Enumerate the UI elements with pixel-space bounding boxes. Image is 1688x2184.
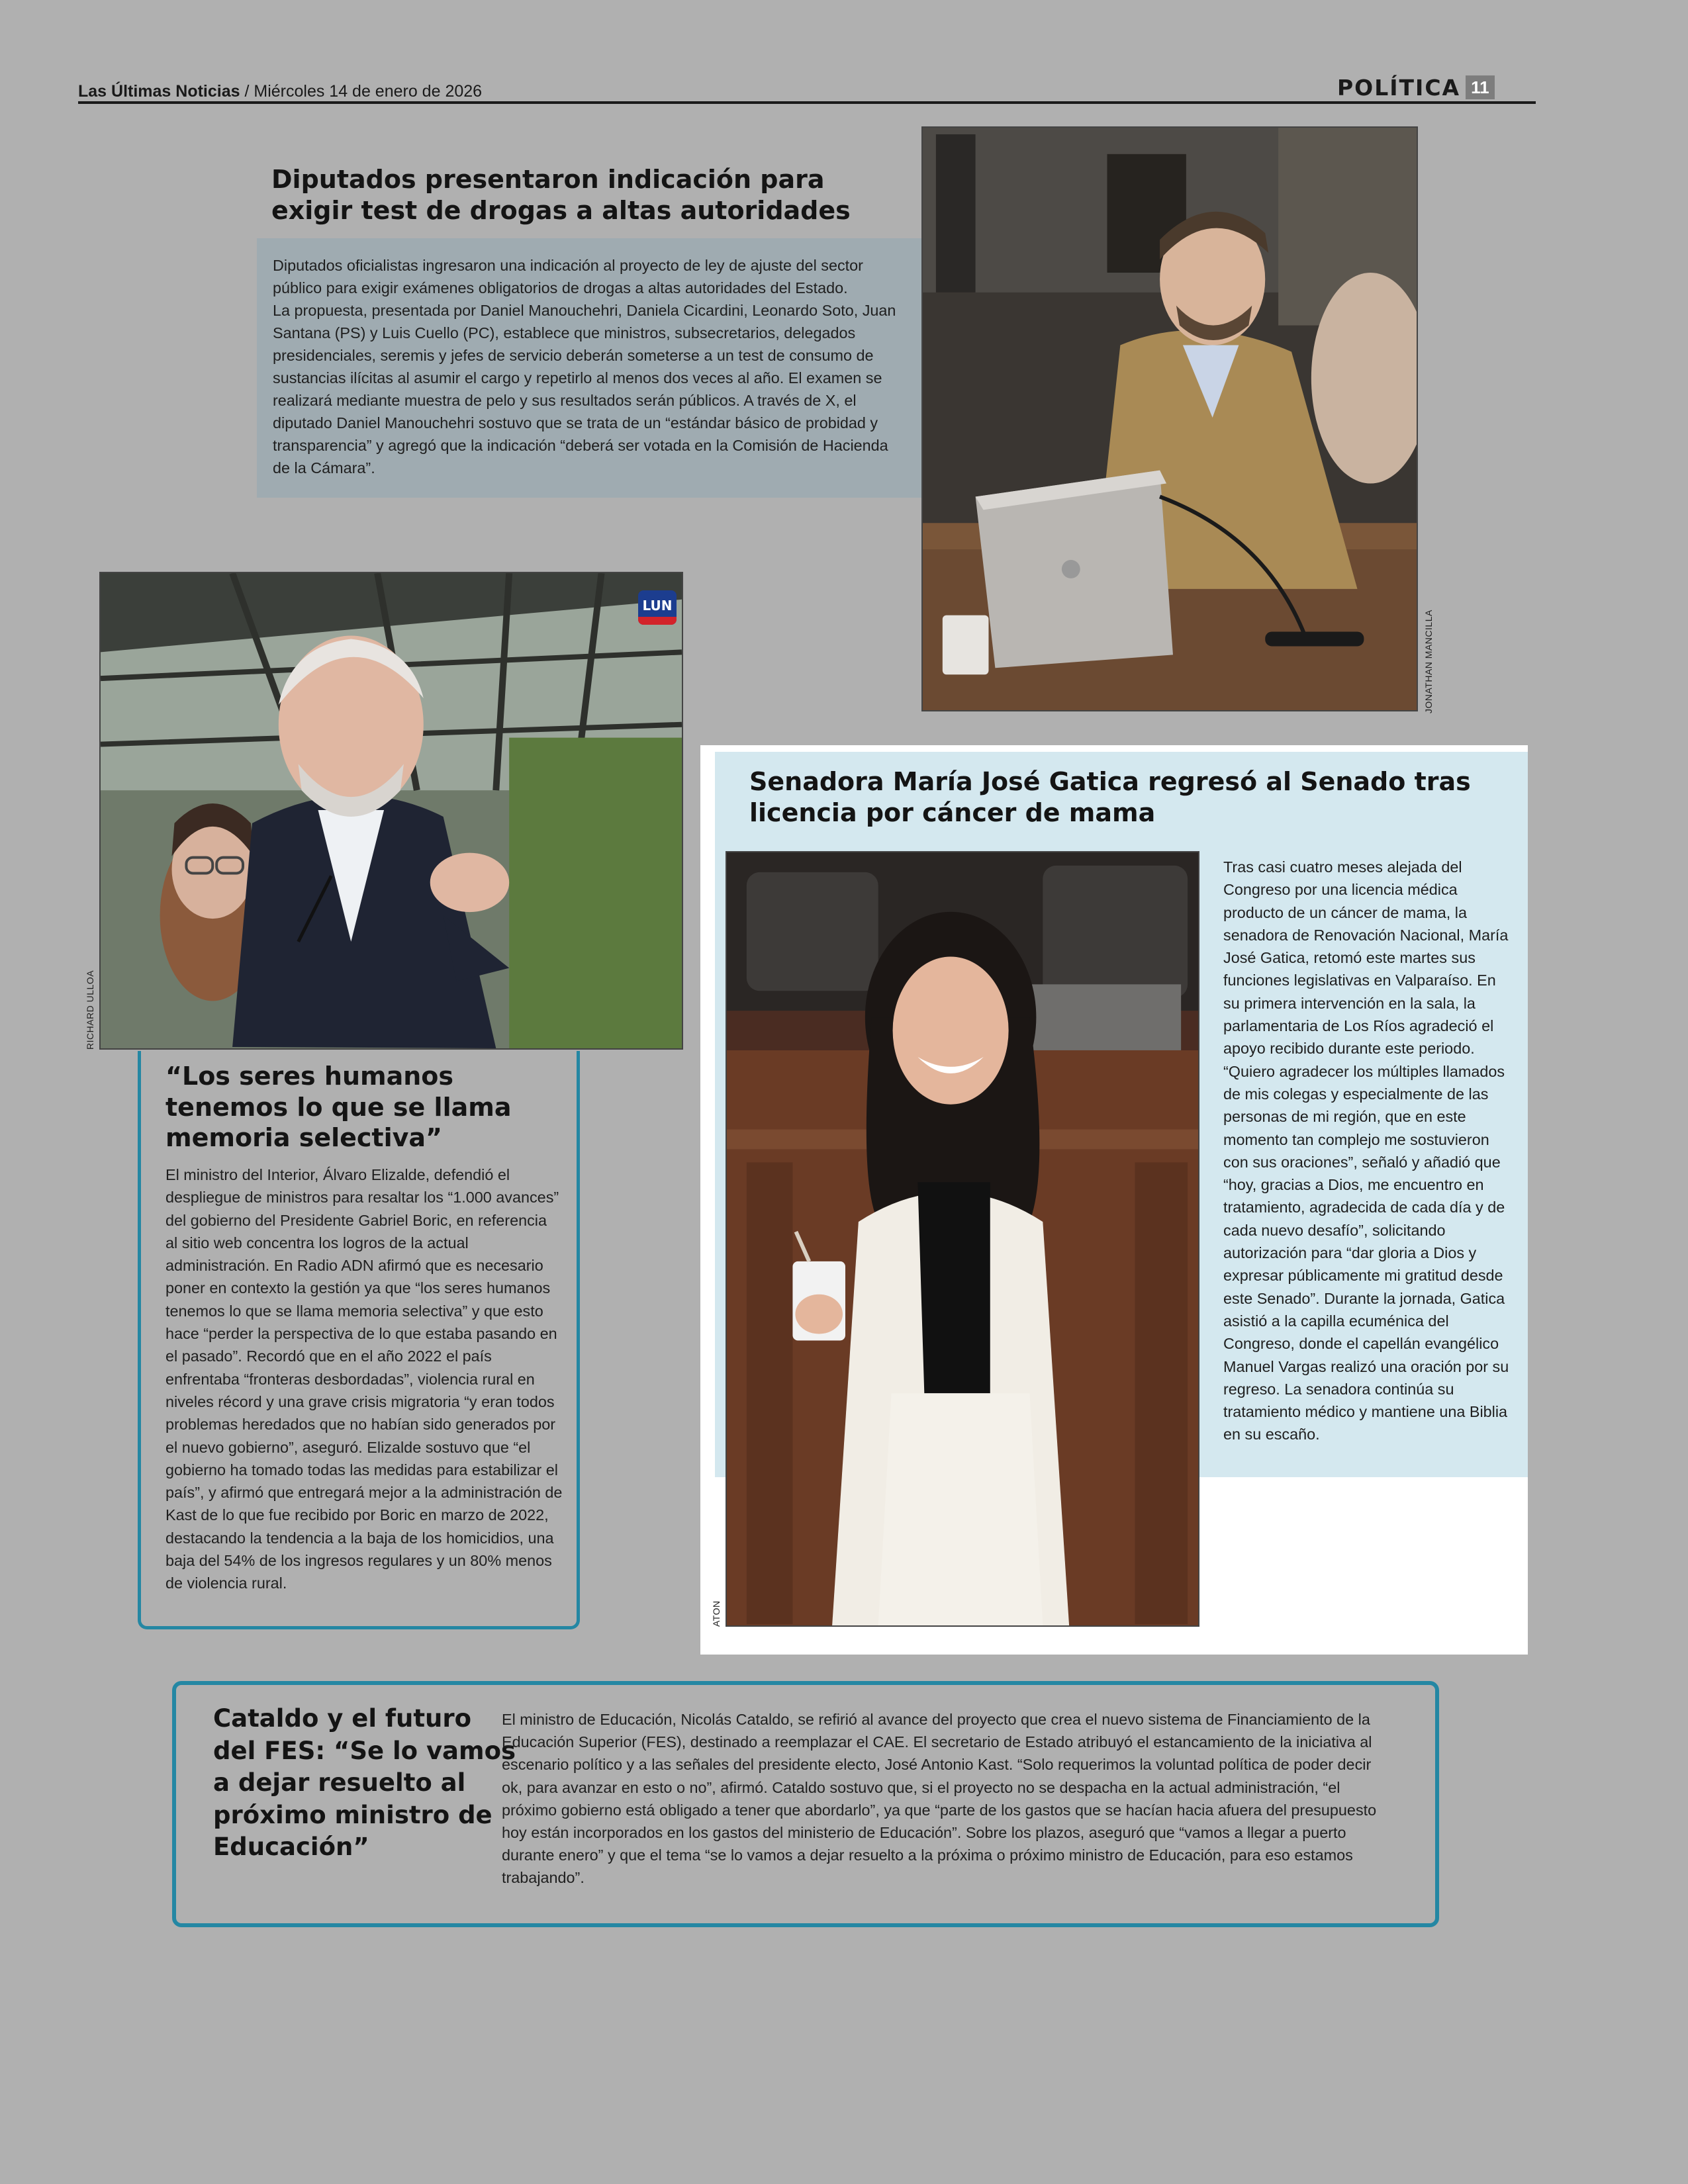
drug-test-headline: Diputados presentaron indicación para exigir test de drogas a altas autoridades	[271, 165, 851, 225]
elizalde-photo-credit: RICHARD ULLOA	[85, 970, 95, 1050]
drug-test-paragraph: Diputados oficialistas ingresaron una indicación al proyecto de ley de ajuste del sector público para exigir exámenes obligatorios de drogas a altas autoridades del Estado.	[273, 257, 863, 296]
manouchehri-photo-credit: JONATHAN MANCILLA	[1423, 610, 1434, 713]
masthead-line: Las Últimas Noticias / Miércoles 14 de enero de 2026	[78, 82, 483, 101]
gatica-headline: Senadora María José Gatica regresó al Senado tras licencia por cáncer de mama	[749, 767, 1471, 827]
lun-logo	[638, 590, 677, 625]
lun-logo-text: LUN	[642, 598, 673, 614]
cataldo-body: El ministro de Educación, Nicolás Cataldo, se refirió al avance del proyecto que crea el nuevo sistema de Financiamiento de la Educación Superior (FES), destinado a reemplazar el CAE. El secretario de Estado atribuyó el estancamiento de la iniciativa al escenario político y a las señales del presidente electo, José Antonio Kast. “Solo requerimos la voluntad política de poder decir ok, para avanzar en esto o no”, afirmó. Cataldo sostuvo que, si el proyecto no se despacha en la actual administración, “el próximo gobierno está obligado a tener que abordarlo”, ya que “parte de los gastos que se hacían hacia afuera del presupuesto hoy están incorporados en los gastos del ministerio de Educación”. Sobre los plazos, aseguró que “vamos a llegar a puerto durante enero” y que el tema “se lo vamos a dejar resuelto a la próxima o próximo ministro de Educación, para eso estamos trabajando”.	[502, 1711, 1377, 1887]
drug-test-text-box	[257, 238, 923, 498]
gatica-photo-credit: ATON	[711, 1600, 722, 1627]
drug-test-paragraph: La propuesta, presentada por Daniel Manouchehri, Daniela Cicardini, Leonardo Soto, Juan Santana (PS) y Luis Cuello (PC), establece que ministros, subsecretarios, delegados presidenciales, seremis y jefes de servicio deberán someterse a un test de consumo de sustancias ilícitas al asumir el cargo y repetirlo al menos dos veces al año. El examen se realizará mediante muestra de pelo y sus resultados serán públicos. A través de X, el diputado Daniel Manouchehri sostuvo que se trata de un “estándar básico de probidad y transparencia” y agregó que la indicación “deberá ser votada en la Comisión de Hacienda de la Cámara”.	[273, 302, 896, 477]
gatica-body: Tras casi cuatro meses alejada del Congreso por una licencia médica producto de un cáncer de mama, la senadora de Renovación Nacional, María José Gatica, retomó este martes sus funciones legislativas en Valparaíso. En su primera intervención en la sala, la parlamentaria de Los Ríos agradeció el apoyo recibido durante este periodo. “Quiero agradecer los múltiples llamados de mis colegas y especialmente de las personas de mi región, que en este momento tan complejo me sostuvieron con sus oraciones”, señaló y añadió que “hoy, gracias a Dios, me encuentro en tratamiento, agradecida de cada día y de cada nuevo desafío”, solicitando autorización para “dar gloria a Dios y expresar públicamente mi gratitud desde este Senado”. Durante la jornada, Gatica asistió a la capilla ecuménica del Congreso, donde el capellán evangélico Manuel Vargas realizó una oración por su regreso. La senadora continúa su tratamiento médico y mantiene una Biblia en su escaño.	[1223, 858, 1509, 1443]
section-label	[1337, 74, 1495, 101]
gatica-photo	[726, 851, 1199, 1627]
issue-date: Miércoles 14 de enero de 2026	[254, 82, 483, 101]
section-name: POLÍTICA	[1337, 74, 1461, 101]
page-number: 11	[1466, 75, 1495, 99]
publication-name: Las Últimas Noticias	[78, 82, 240, 101]
header-rule	[78, 101, 1536, 104]
elizalde-photo	[99, 572, 683, 1050]
elizalde-body: El ministro del Interior, Álvaro Elizalde, defendió el despliegue de ministros para resaltar los “1.000 avances” del gobierno del Presidente Gabriel Boric, en referencia al sitio web concentra los logros de la actual administración. En Radio ADN afirmó que es necesario poner en contexto la gestión ya que “los seres humanos tenemos lo que se llama memoria selectiva” y que esto hace “perder la perspectiva de lo que estaba pasando en el pasado”. Recordó que en el año 2022 el país enfrentaba “fronteras desbordadas”, violencia rural en niveles récord y una grave crisis migratoria “y eran todos problemas heredados que no habían sido generados por el nuevo gobierno”, aseguró. Elizalde sostuvo que “el gobierno ha tomado todas las medidas para estabilizar el país”, y afirmó que entregará mejor a la administración de Kast de lo que fue recibido por Boric en marzo de 2022, destacando la tendencia a la baja de los homicidios, una baja del 54% de los ingresos regulares y un 80% menos de violencia rural.	[165, 1166, 563, 1592]
cataldo-headline: Cataldo y el futuro del FES: “Se lo vamos a dejar resuelto al próximo ministro de Educación”	[213, 1704, 516, 1861]
manouchehri-photo	[921, 126, 1418, 711]
elizalde-headline: “Los seres humanos tenemos lo que se llama memoria selectiva”	[165, 1062, 512, 1153]
